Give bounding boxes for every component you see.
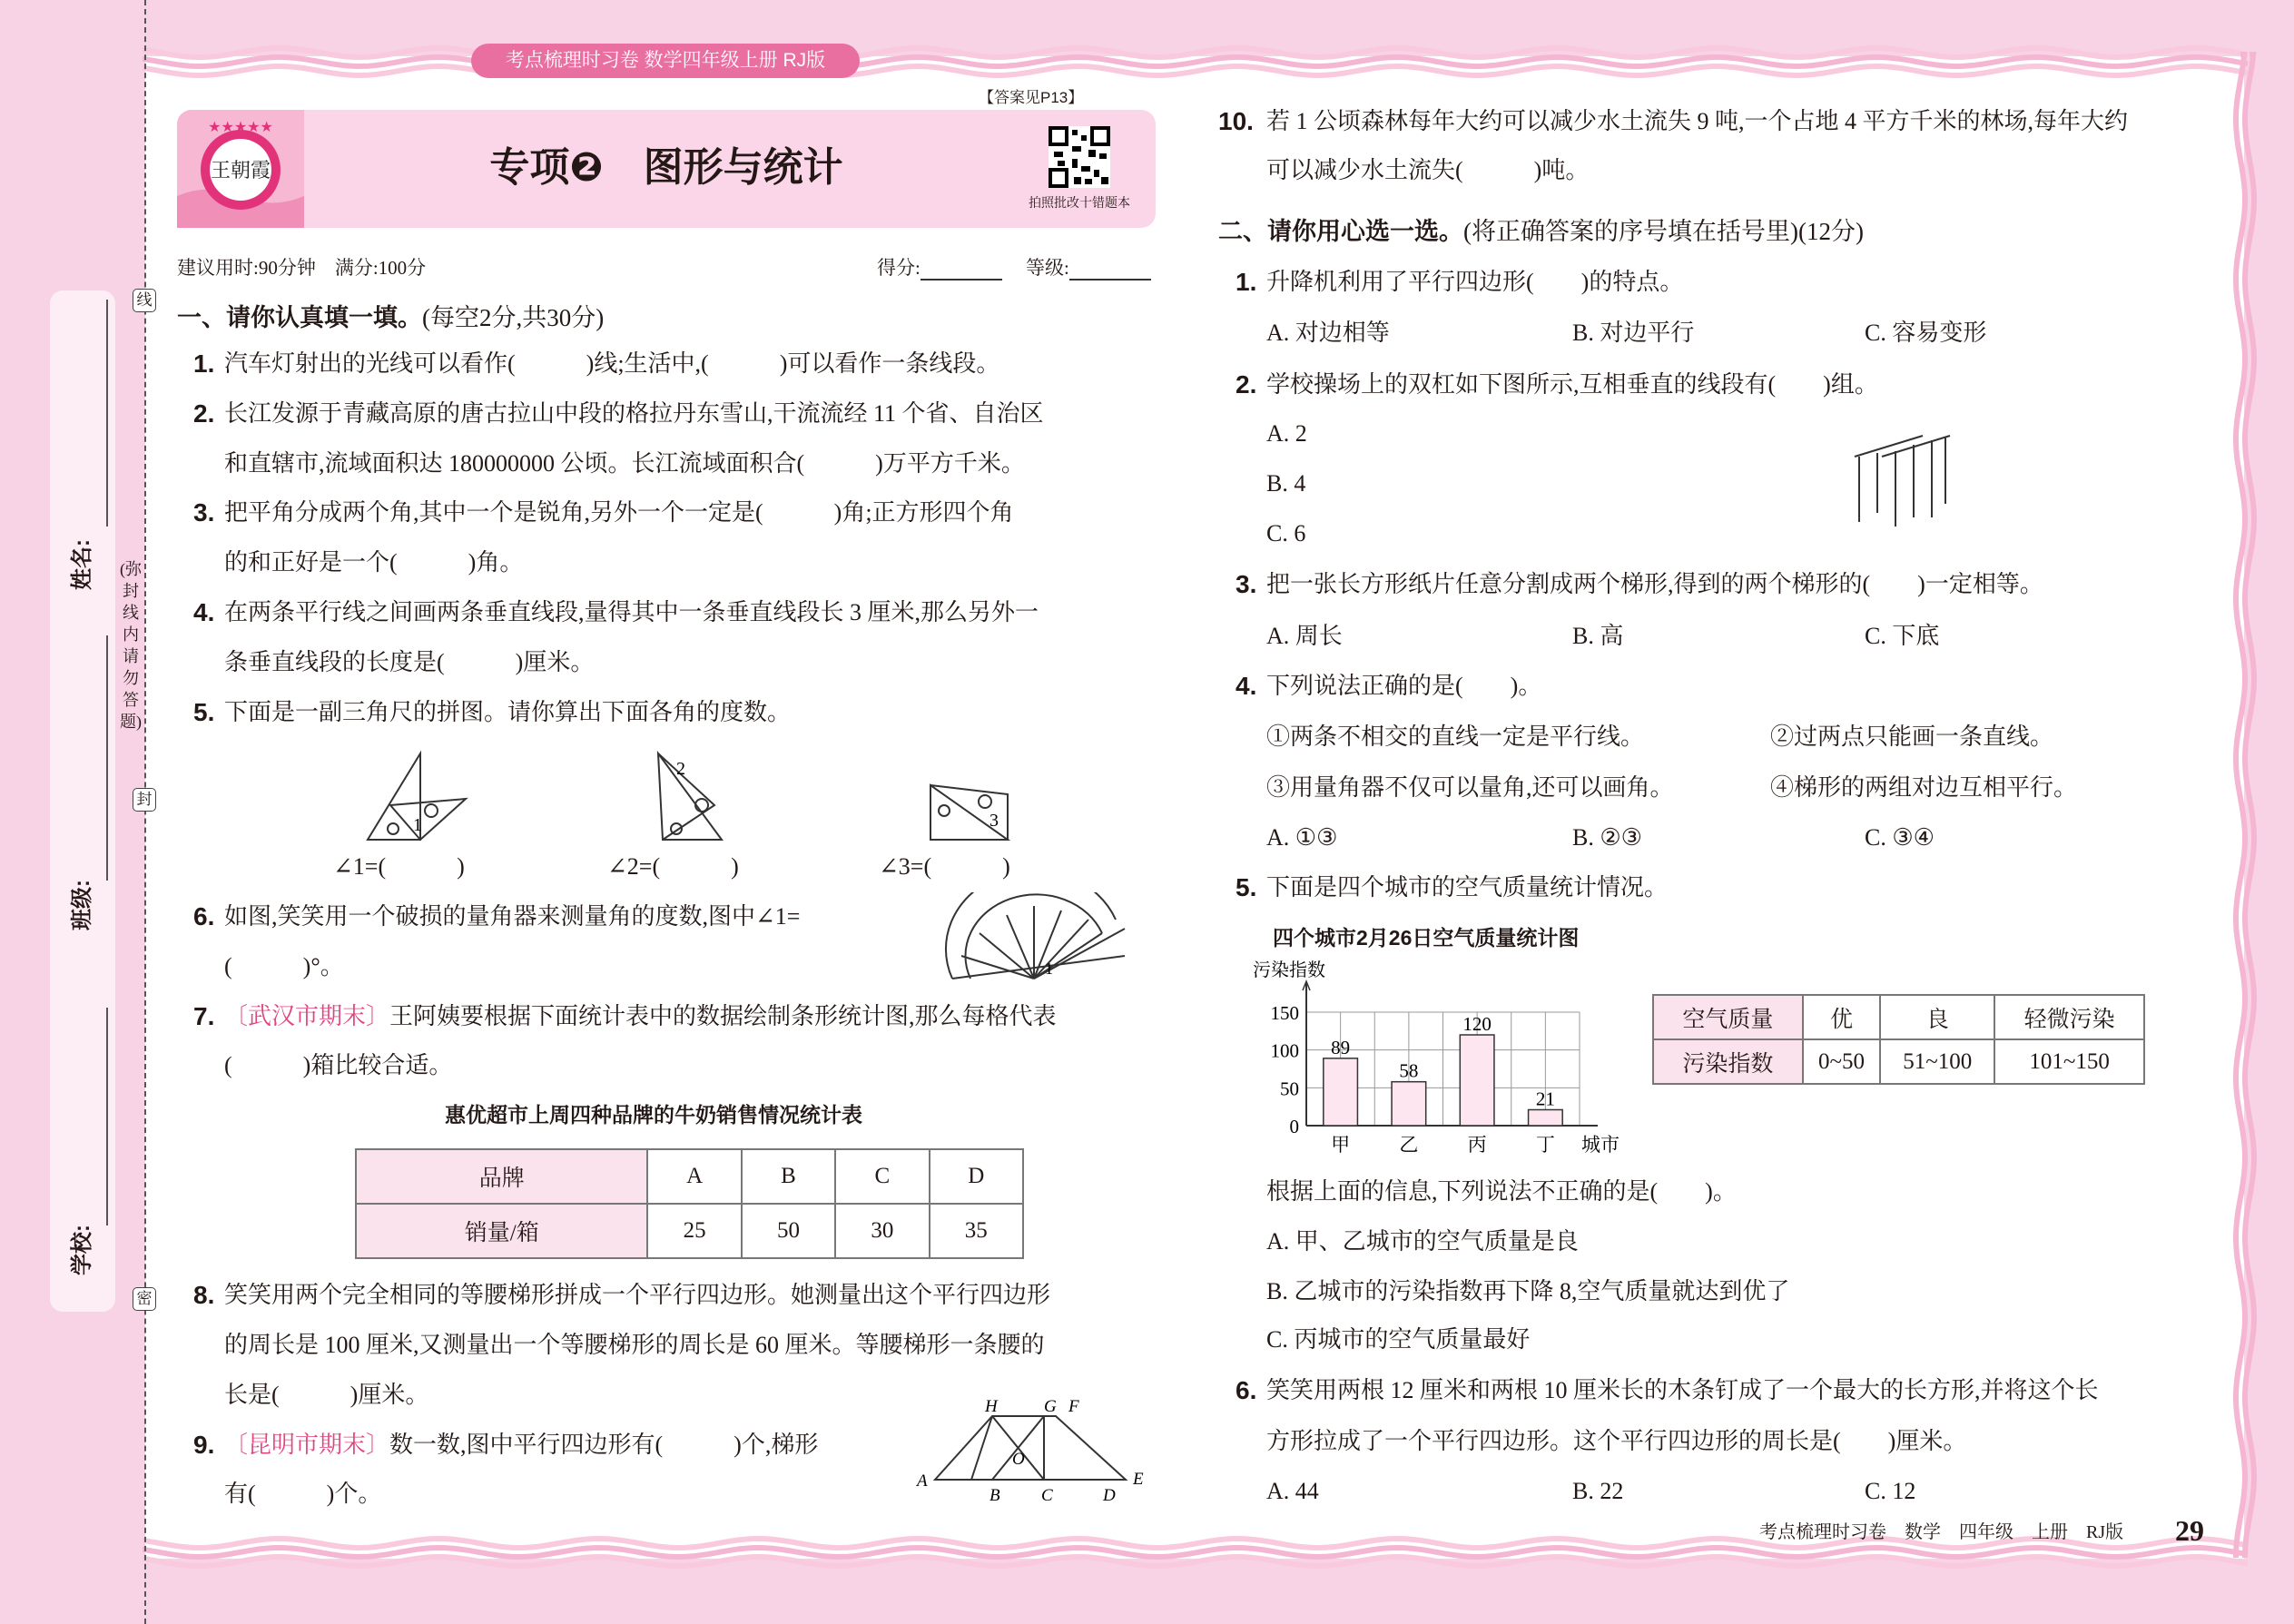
option-b[interactable]: B. 对边平行 [1572, 320, 1695, 346]
svg-text:王朝霞: 王朝霞 [210, 159, 271, 182]
title-box [177, 110, 1156, 228]
question-number: 5. [193, 698, 215, 726]
question-line: 和直辖市,流域面积达 180000000 公顷。长江流域面积合( )万平方千米。 [224, 450, 1025, 477]
question-line: 若 1 公顷森林每年大约可以减少水土流失 9 吨,一个占地 4 平方千米的林场,每年大约 [1266, 108, 2129, 134]
option-a[interactable]: A. 周长 [1266, 623, 1343, 649]
statement: ①两条不相交的直线一定是平行线。 [1266, 723, 1645, 750]
option-b[interactable]: B. 乙城市的污染指数再下降 8,空气质量就达到优了 [1266, 1278, 1790, 1304]
score-label: 得分: [877, 257, 921, 279]
y-tick-label: 0 [1289, 1116, 1299, 1137]
name-underline [106, 300, 108, 527]
question-number: 7. [193, 1002, 215, 1030]
page-number: 29 [2175, 1514, 2204, 1547]
question-line: 下面是四个城市的空气质量统计情况。 [1266, 874, 1669, 901]
svg-text:G: G [1044, 1397, 1057, 1416]
seal-note: (弥封线内请勿答题) [120, 560, 142, 731]
question-line: 学校操场上的双杠如下图所示,互相垂直的线段有( )组。 [1266, 371, 1878, 398]
question-number: 5. [1236, 873, 1257, 901]
option-c[interactable]: C. 12 [1865, 1478, 1916, 1504]
bar [1324, 1058, 1358, 1126]
question-number: 1. [193, 349, 215, 378]
y-tick-label: 150 [1270, 1002, 1299, 1024]
svg-text:C: C [1041, 1486, 1053, 1505]
air-quality-bar-chart [1253, 949, 1634, 1166]
school-label: 学校: [70, 1225, 94, 1275]
statement: ④梯形的两组对边互相平行。 [1770, 774, 2078, 801]
y-tick-label: 100 [1270, 1039, 1299, 1062]
footer-text: 考点梳理时习卷 数学 四年级 上册 RJ版 [1759, 1522, 2124, 1542]
angle-label: 2 [676, 759, 685, 779]
option-a[interactable]: A. 甲、乙城市的空气质量是良 [1266, 1228, 1579, 1255]
option-a[interactable]: A. ①③ [1266, 824, 1338, 851]
page-title: 专项❷ 图形与统计 [489, 145, 843, 190]
time-and-score-info: 建议用时:90分钟 满分:100分 [177, 257, 427, 279]
data-label: 89 [1331, 1036, 1351, 1058]
seal-mark: 密 [133, 1287, 156, 1311]
data-label: 58 [1399, 1059, 1419, 1082]
svg-text:O: O [1012, 1450, 1025, 1469]
question-line: 长是( )厘米。 [224, 1382, 429, 1408]
score-field[interactable] [877, 255, 1002, 281]
class-label: 班级: [70, 880, 94, 930]
qr-caption: 拍照批改十错题本 [1029, 195, 1130, 210]
question-number: 1. [1236, 268, 1257, 296]
question-line: 笑笑用两个完全相同的等腰梯形拼成一个平行四边形。她测量出这个平行四边形 [224, 1282, 1051, 1308]
question-line: 可以减少水土流失( )吨。 [1266, 157, 1590, 183]
table-row: 污染指数 0~50 51~100 101~150 [1653, 1039, 2144, 1084]
question-line: 〔武汉市期末〕王阿姨要根据下面统计表中的数据绘制条形统计图,那么每格代表 [224, 1003, 1057, 1029]
question-number: 8. [193, 1281, 215, 1309]
svg-text:1: 1 [1045, 960, 1053, 978]
seal-mark: 封 [133, 788, 156, 812]
question-number: 3. [193, 498, 215, 527]
svg-text:B: B [989, 1486, 1000, 1505]
question-number: 9. [193, 1431, 215, 1459]
question-line: 在两条平行线之间画两条垂直线段,量得其中一条垂直线段长 3 厘米,那么另外一 [224, 599, 1039, 625]
seal-mark: 线 [133, 289, 156, 312]
question-line: 根据上面的信息,下列说法不正确的是( )。 [1266, 1178, 1737, 1205]
option-c[interactable]: C. 下底 [1865, 623, 1940, 649]
question-number: 2. [1236, 370, 1257, 399]
answer-reference: 【答案见P13】 [979, 89, 1084, 106]
statement: ②过两点只能画一条直线。 [1770, 723, 2054, 750]
svg-text:F: F [1068, 1397, 1079, 1416]
question-number: 3. [1236, 570, 1257, 598]
parallel-bars-figure [1850, 431, 1964, 531]
top-wave [145, 66, 2248, 75]
question-number: 4. [193, 598, 215, 626]
question-line: 把平角分成两个角,其中一个是锐角,另外一个一定是( )角;正方形四个角 [224, 499, 1014, 526]
option-c[interactable]: C. 容易变形 [1865, 320, 1987, 346]
question-line: 笑笑用两根 12 厘米和两根 10 厘米长的木条钉成了一个最大的长方形,并将这个长 [1266, 1377, 2099, 1403]
top-wave [145, 48, 2248, 57]
option-b[interactable]: B. 22 [1572, 1478, 1624, 1504]
x-tick-label: 甲 [1331, 1134, 1351, 1156]
question-line: 如图,笑笑用一个破损的量角器来测量角的度数,图中∠1= [224, 903, 801, 930]
parallelogram-trapezoid-figure [912, 1393, 1157, 1511]
qr-code-icon[interactable] [1049, 126, 1110, 188]
air-quality-table [1652, 994, 2145, 1085]
y-tick-label: 50 [1280, 1078, 1299, 1100]
option-c[interactable]: C. ③④ [1865, 824, 1935, 851]
question-line: 升降机利用了平行四边形( )的特点。 [1266, 269, 1684, 295]
series-banner: 考点梳理时习卷 数学四年级上册 RJ版 [471, 44, 860, 78]
milk-sales-table [355, 1148, 1024, 1259]
school-underline [106, 1008, 108, 1225]
data-label: 120 [1462, 1013, 1492, 1035]
x-tick-label: 乙 [1399, 1134, 1419, 1156]
top-wave [145, 57, 2248, 66]
data-label: 21 [1535, 1088, 1555, 1110]
class-underline [106, 635, 108, 881]
bottom-wave [145, 1557, 2248, 1566]
seal-dashed-line [144, 0, 146, 1624]
option-a[interactable]: A. 对边相等 [1266, 320, 1390, 346]
section2-heading: 二、请你用心选一选。(将正确答案的序号填在括号里)(12分) [1218, 218, 1864, 245]
table-row: 品牌 A B C D [356, 1149, 1023, 1204]
bar [1460, 1035, 1494, 1126]
angle-answer[interactable]: ∠2=( ) [607, 853, 739, 880]
table-row: 销量/箱 25 50 30 35 [356, 1204, 1023, 1258]
section1-heading: 一、请你认真填一填。(每空2分,共30分) [177, 304, 605, 331]
triangle-rulers-figure [359, 749, 1030, 849]
question-line: 把一张长方形纸片任意分割成两个梯形,得到的两个梯形的( )一定相等。 [1266, 571, 2043, 597]
table-title: 惠优超市上周四种品牌的牛奶销售情况统计表 [445, 1103, 862, 1127]
svg-text:H: H [985, 1397, 998, 1416]
y-axis-label: 污染指数 [1253, 960, 1325, 980]
question-number: 2. [193, 399, 215, 428]
option-a[interactable]: A. 44 [1266, 1478, 1319, 1504]
question-line: 下列说法正确的是( )。 [1266, 673, 1542, 699]
question-line: 有( )个。 [224, 1481, 382, 1507]
question-line: ( )箱比较合适。 [224, 1052, 453, 1078]
option-b[interactable]: B. 4 [1266, 470, 1306, 497]
bottom-wave [145, 1548, 2248, 1557]
source-tag: 〔昆明市期末〕 [224, 1432, 390, 1458]
option-c[interactable]: C. 6 [1266, 520, 1306, 546]
statement: ③用量角器不仅可以量角,还可以画角。 [1266, 774, 1674, 801]
broken-protractor-figure [943, 892, 1129, 988]
angle-label: 3 [989, 811, 999, 831]
option-b[interactable]: B. 高 [1572, 623, 1624, 649]
name-label: 姓名: [70, 539, 94, 590]
table-row: 空气质量 优 良 轻微污染 [1653, 995, 2144, 1039]
option-b[interactable]: B. ②③ [1572, 824, 1642, 851]
chart-title: 四个城市2月26日空气质量统计图 [1273, 926, 1580, 950]
angle-label: 1 [413, 815, 422, 835]
bar [1392, 1082, 1426, 1126]
svg-text:A: A [917, 1471, 928, 1491]
question-number: 4. [1236, 672, 1257, 700]
grade-field[interactable] [1026, 255, 1151, 281]
svg-text:E: E [1133, 1470, 1144, 1489]
question-line: 长江发源于青藏高原的唐古拉山中段的格拉丹东雪山,干流流经 11 个省、自治区 [224, 400, 1044, 427]
question-number: 6. [1236, 1376, 1257, 1404]
bar [1529, 1110, 1563, 1127]
question-line: 〔昆明市期末〕数一数,图中平行四边形有( )个,梯形 [224, 1432, 819, 1458]
question-line: 方形拉成了一个平行四边形。这个平行四边形的周长是( )厘米。 [1266, 1428, 1967, 1454]
question-line: 的周长是 100 厘米,又测量出一个等腰梯形的周长是 60 厘米。等腰梯形一条腰的 [224, 1332, 1045, 1358]
option-a[interactable]: A. 2 [1266, 420, 1307, 447]
grade-label: 等级: [1026, 257, 1069, 279]
question-line: 下面是一副三角尺的拼图。请你算出下面各角的度数。 [224, 699, 792, 725]
angle-answer[interactable]: ∠1=( ) [333, 853, 465, 880]
svg-text:★★★★★: ★★★★★ [208, 120, 273, 135]
question-line: ( )°。 [224, 953, 344, 979]
option-c[interactable]: C. 丙城市的空气质量最好 [1266, 1326, 1531, 1353]
x-axis-label: 城市 [1581, 1134, 1620, 1156]
x-tick-label: 丙 [1467, 1134, 1487, 1156]
question-number: 6. [193, 902, 215, 930]
question-number: 10. [1218, 107, 1254, 135]
x-tick-label: 丁 [1535, 1134, 1555, 1156]
question-line: 条垂直线段的长度是( )厘米。 [224, 649, 595, 675]
angle-answer[interactable]: ∠3=( ) [879, 853, 1010, 880]
question-line: 汽车灯射出的光线可以看作( )线;生活中,( )可以看作一条线段。 [224, 350, 1000, 377]
question-line: 的和正好是一个( )角。 [224, 549, 524, 576]
svg-text:D: D [1103, 1486, 1116, 1505]
source-tag: 〔武汉市期末〕 [224, 1003, 390, 1029]
